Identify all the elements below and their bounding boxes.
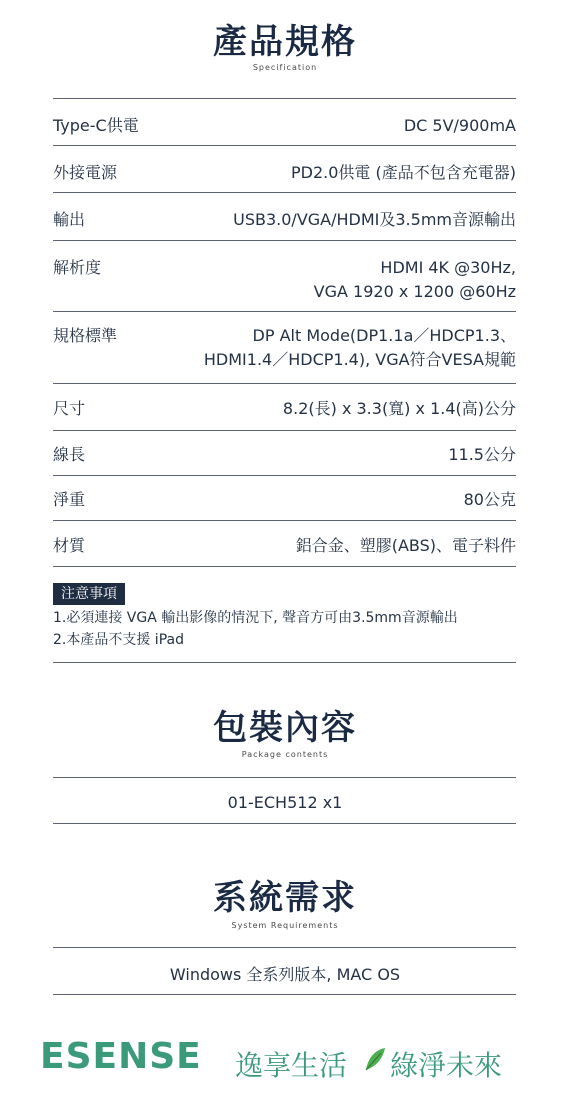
system-item: Windows 全系列版本, MAC OS bbox=[169, 965, 401, 984]
slogan-left: 逸享生活 bbox=[235, 1049, 348, 1082]
spec-value: VGA 1920 x 1200 @60Hz bbox=[313, 282, 516, 301]
divider bbox=[53, 947, 516, 948]
divider bbox=[53, 98, 516, 99]
note-badge: 注意事項 bbox=[53, 583, 125, 605]
spec-value: 11.5公分 bbox=[448, 445, 516, 464]
note-line: 1.必須連接 VGA 輸出影像的情況下, 聲音方可由3.5mm音源輸出 bbox=[53, 610, 458, 626]
spec-value: 80公克 bbox=[463, 490, 516, 509]
spec-value: PD2.0供電 (產品不包含充電器) bbox=[291, 163, 516, 182]
system-subtitle: System Requirements bbox=[231, 921, 339, 930]
divider bbox=[53, 520, 516, 521]
spec-value: HDMI1.4／HDCP1.4), VGA符合VESA規範 bbox=[203, 350, 516, 369]
spec-subtitle: Specification bbox=[252, 63, 318, 72]
divider bbox=[53, 475, 516, 476]
package-subtitle: Package contents bbox=[241, 750, 329, 759]
divider bbox=[53, 662, 516, 663]
divider bbox=[53, 777, 516, 778]
divider bbox=[53, 240, 516, 241]
spec-label: 規格標準 bbox=[53, 326, 118, 345]
footer-brand bbox=[40, 1030, 530, 1090]
leaf-icon bbox=[363, 1046, 387, 1072]
spec-label: 外接電源 bbox=[53, 163, 118, 182]
divider bbox=[53, 192, 516, 193]
spec-label: 材質 bbox=[53, 536, 86, 555]
note-line: 2.本產品不支援 iPad bbox=[53, 632, 184, 648]
spec-label: 解析度 bbox=[53, 258, 102, 277]
divider bbox=[53, 430, 516, 431]
package-item: 01-ECH512 x1 bbox=[227, 793, 343, 812]
spec-value: DP Alt Mode(DP1.1a／HDCP1.3、 bbox=[252, 326, 516, 345]
spec-label: 淨重 bbox=[53, 490, 86, 509]
brand-logo: ESENSE bbox=[40, 1036, 202, 1077]
spec-label: 線長 bbox=[53, 445, 86, 464]
divider bbox=[53, 311, 516, 312]
spec-label: Type-C供電 bbox=[53, 116, 139, 135]
system-title: 系統需求 bbox=[213, 878, 357, 918]
spec-title: 產品規格 bbox=[213, 22, 357, 62]
spec-value: DC 5V/900mA bbox=[403, 116, 516, 135]
spec-value: HDMI 4K @30Hz, bbox=[380, 258, 516, 277]
divider bbox=[53, 145, 516, 146]
divider bbox=[53, 383, 516, 384]
spec-label: 尺寸 bbox=[53, 399, 86, 418]
slogan-right: 綠淨未來 bbox=[390, 1049, 503, 1082]
spec-value: USB3.0/VGA/HDMI及3.5mm音源輸出 bbox=[233, 210, 516, 229]
package-title: 包裝內容 bbox=[213, 708, 357, 748]
divider bbox=[53, 994, 516, 995]
divider bbox=[53, 823, 516, 824]
divider bbox=[53, 566, 516, 567]
spec-value: 鋁合金、塑膠(ABS)、電子料件 bbox=[295, 536, 516, 555]
spec-value: 8.2(長) x 3.3(寬) x 1.4(高)公分 bbox=[282, 399, 516, 418]
spec-label: 輸出 bbox=[53, 210, 86, 229]
